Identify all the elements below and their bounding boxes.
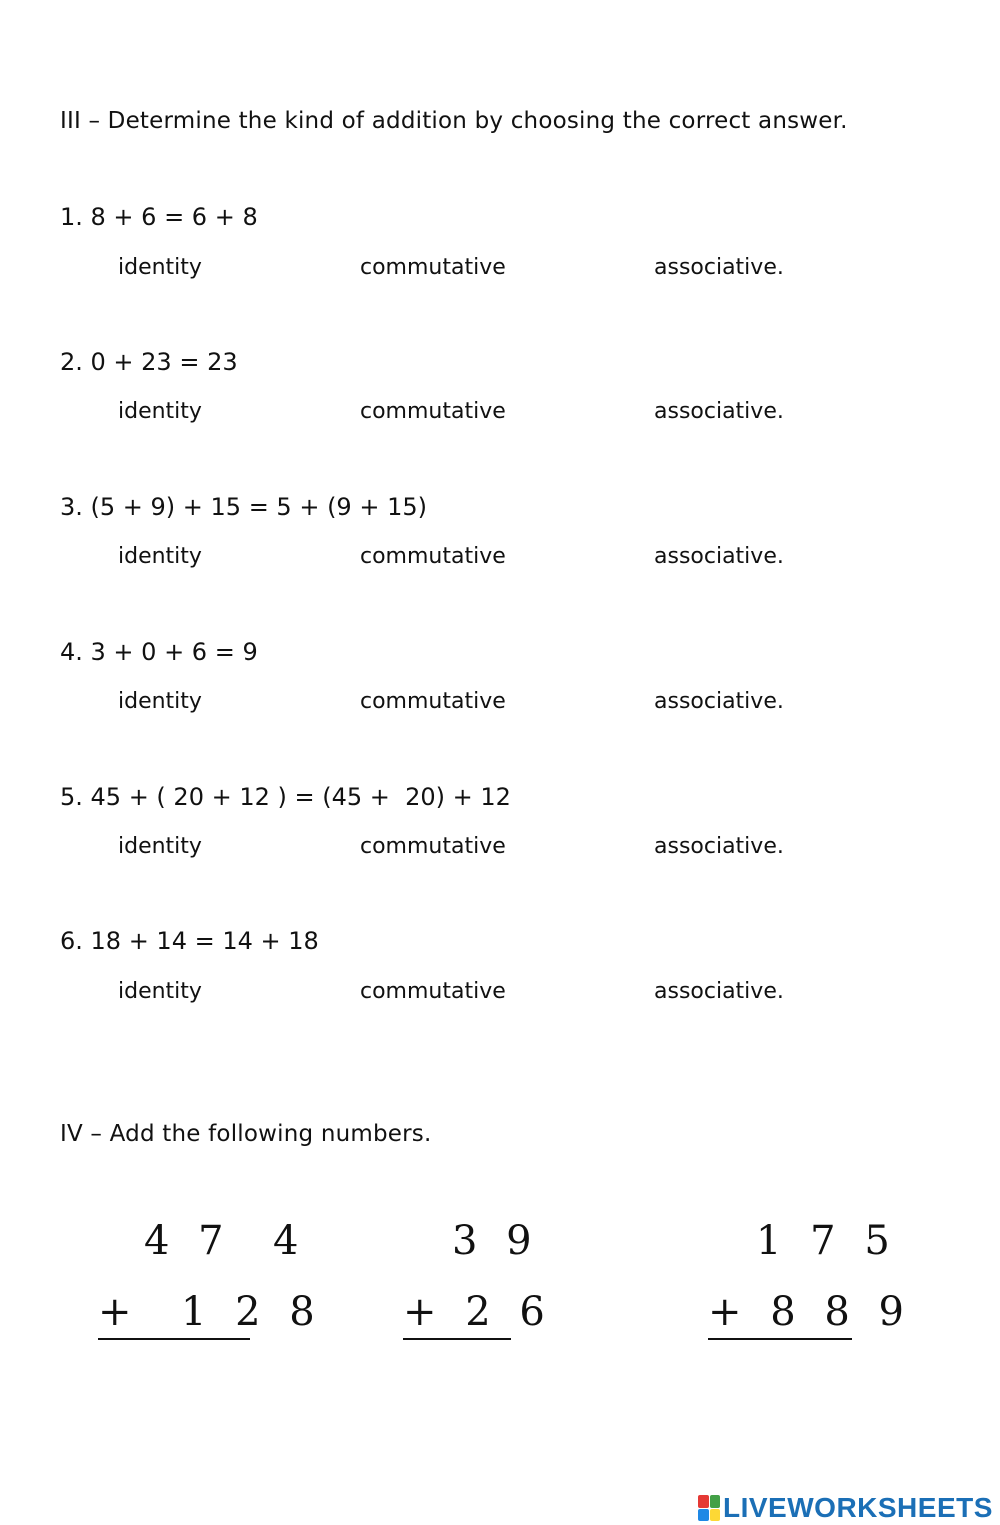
question-4-option-identity[interactable]: identity [118, 689, 202, 714]
question-1-option-commutative[interactable]: commutative [360, 255, 506, 280]
liveworksheets-logo [698, 1492, 993, 1524]
question-1-option-associative[interactable]: associative. [654, 255, 784, 280]
question-5-option-commutative[interactable]: commutative [360, 834, 506, 859]
question-6-option-associative[interactable]: associative. [654, 979, 784, 1004]
question-5-option-associative[interactable]: associative. [654, 834, 784, 859]
question-2-option-commutative[interactable]: commutative [360, 399, 506, 424]
question-4-option-associative[interactable]: associative. [654, 689, 784, 714]
logo-square-red [698, 1495, 709, 1508]
addition-3-bottom: + 8 8 9 [708, 1288, 852, 1340]
question-3: 3. (5 + 9) + 15 = 5 + (9 + 15) [60, 493, 427, 521]
question-3-option-commutative[interactable]: commutative [360, 544, 506, 569]
question-3-option-associative[interactable]: associative. [654, 544, 784, 569]
question-2: 2. 0 + 23 = 23 [60, 348, 238, 376]
question-2-option-associative[interactable]: associative. [654, 399, 784, 424]
question-4: 4. 3 + 0 + 6 = 9 [60, 638, 258, 666]
question-5: 5. 45 + ( 20 + 12 ) = (45 + 20) + 12 [60, 783, 511, 811]
question-1-option-identity[interactable]: identity [118, 255, 202, 280]
addition-2-top: 3 9 [452, 1218, 540, 1264]
section-4-heading: IV – Add the following numbers. [60, 1121, 432, 1147]
addition-2-bottom: + 2 6 [403, 1288, 511, 1340]
section-3-heading: III – Determine the kind of addition by choosing the correct answer. [60, 108, 848, 134]
liveworksheets-logo-icon [698, 1495, 720, 1521]
question-6-option-identity[interactable]: identity [118, 979, 202, 1004]
question-5-option-identity[interactable]: identity [118, 834, 202, 859]
logo-square-blue [698, 1509, 709, 1522]
addition-3-top: 1 7 5 [756, 1218, 898, 1264]
question-4-option-commutative[interactable]: commutative [360, 689, 506, 714]
question-6: 6. 18 + 14 = 14 + 18 [60, 927, 319, 955]
question-2-option-identity[interactable]: identity [118, 399, 202, 424]
logo-square-yellow [710, 1509, 721, 1522]
liveworksheets-logo-text: LIVEWORKSHEETS [723, 1492, 993, 1523]
addition-1-bottom: + 1 2 8 [98, 1288, 250, 1340]
question-1: 1. 8 + 6 = 6 + 8 [60, 203, 258, 231]
logo-square-green [710, 1495, 721, 1508]
addition-1-top: 4 7 4 [144, 1218, 307, 1264]
question-3-option-identity[interactable]: identity [118, 544, 202, 569]
question-6-option-commutative[interactable]: commutative [360, 979, 506, 1004]
